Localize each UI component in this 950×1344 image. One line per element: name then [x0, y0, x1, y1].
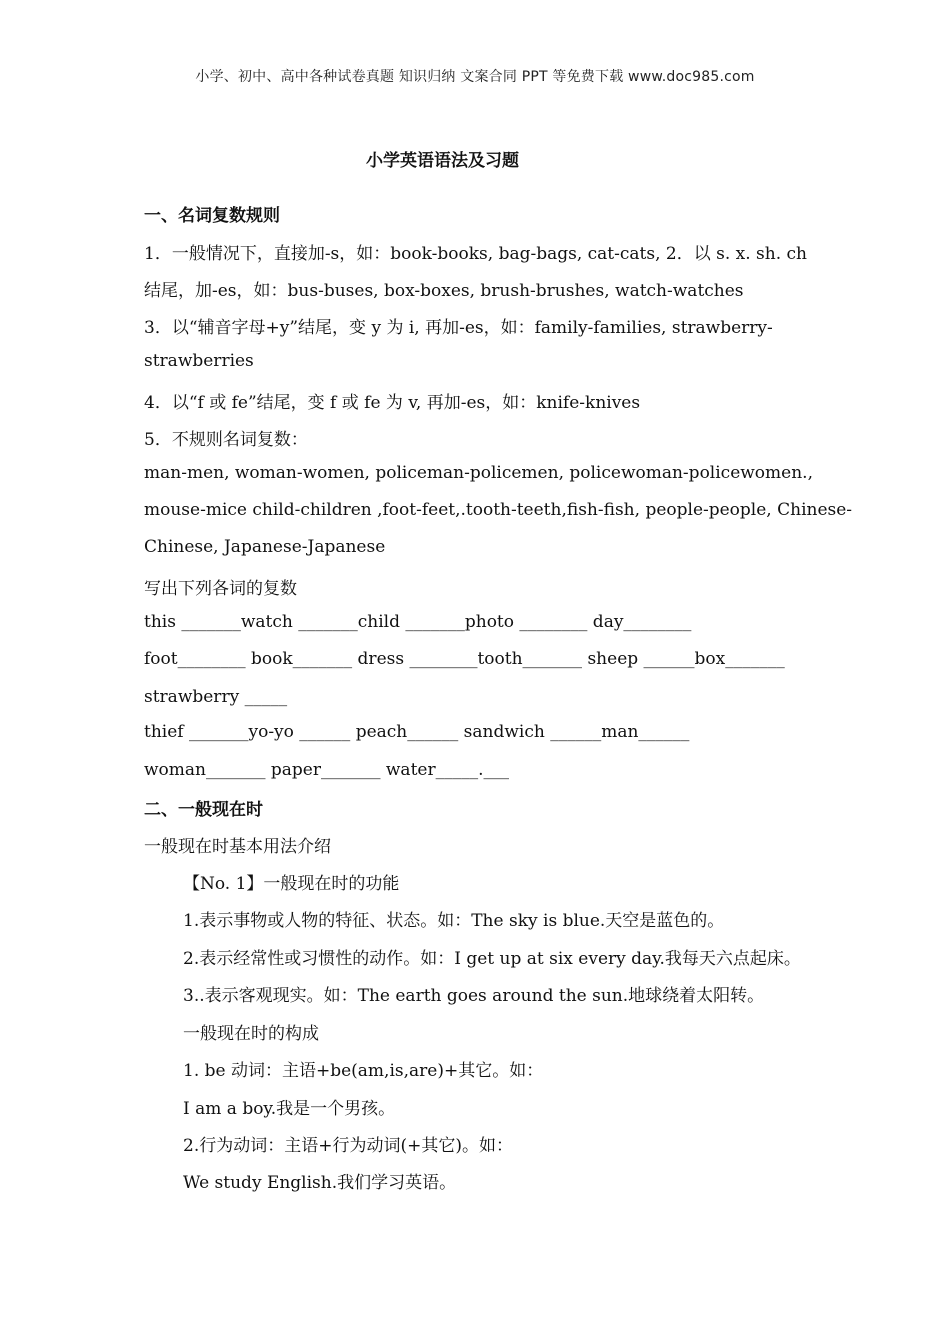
exercise-line: strawberry _____	[144, 687, 288, 707]
document-title: 小学英语语法及习题	[366, 151, 519, 171]
content-line: 【No. 1】一般现在时的功能	[183, 874, 400, 894]
rule-line: 1．一般情况下，直接加-s，如：book-books, bag-bags, cat-cats, 2．以 s. x. sh. ch	[144, 244, 807, 264]
content-line: 1. be 动词：主语+be(am,is,are)+其它。如：	[183, 1061, 544, 1081]
section-heading-present-simple: 二、一般现在时	[144, 800, 263, 820]
content-line: 一般现在时的构成	[183, 1024, 319, 1044]
exercise-line: thief _______yo-yo ______ peach______ sandwich ______man______	[144, 722, 690, 742]
exercise-instruction: 写出下列各词的复数	[144, 579, 297, 599]
rule-line: 结尾，加-es，如：bus-buses, box-boxes, brush-brushes, watch-watches	[144, 281, 744, 301]
irregular-plurals-line: man-men, woman-women, policeman-policemen, policewoman-policewomen.,	[144, 463, 813, 483]
rule-line: strawberries	[144, 351, 254, 371]
exercise-line: foot________ book_______ dress ________tooth_______ sheep ______box_______	[144, 649, 785, 669]
content-line: I am a boy.我是一个男孩。	[183, 1099, 396, 1119]
intro-line: 一般现在时基本用法介绍	[144, 837, 331, 857]
exercise-line: woman_______ paper_______ water_____.___	[144, 760, 509, 780]
page-header: 小学、初中、高中各种试卷真题 知识归纳 文案合同 PPT 等免费下载 www.doc985.com	[195, 69, 755, 85]
content-line: 2.行为动词：主语+行为动词(+其它)。如：	[183, 1136, 513, 1156]
rule-line: 3．以“辅音字母+y”结尾，变 y 为 i, 再加-es，如：family-families, strawberry-	[144, 318, 773, 338]
content-line: 1.表示事物或人物的特征、状态。如：The sky is blue.天空是蓝色的。	[183, 911, 725, 931]
content-line: 3..表示客观现实。如：The earth goes around the sun.地球绕着太阳转。	[183, 986, 765, 1006]
irregular-plurals-line: Chinese, Japanese-Japanese	[144, 537, 386, 557]
irregular-plurals-line: mouse-mice child-children ,foot-feet,.tooth-teeth,fish-fish, people-people, Chinese-	[144, 500, 853, 520]
content-line: 2.表示经常性或习惯性的动作。如：I get up at six every day.我每天六点起床。	[183, 949, 801, 969]
rule-line: 4．以“f 或 fe”结尾，变 f 或 fe 为 v, 再加-es，如：knife-knives	[144, 393, 641, 413]
rule-line: 5．不规则名词复数：	[144, 430, 308, 450]
section-heading-plural-nouns: 一、名词复数规则	[144, 206, 280, 226]
exercise-line: this _______watch _______child _______photo ________ day________	[144, 612, 692, 632]
content-line: We study English.我们学习英语。	[183, 1173, 457, 1193]
